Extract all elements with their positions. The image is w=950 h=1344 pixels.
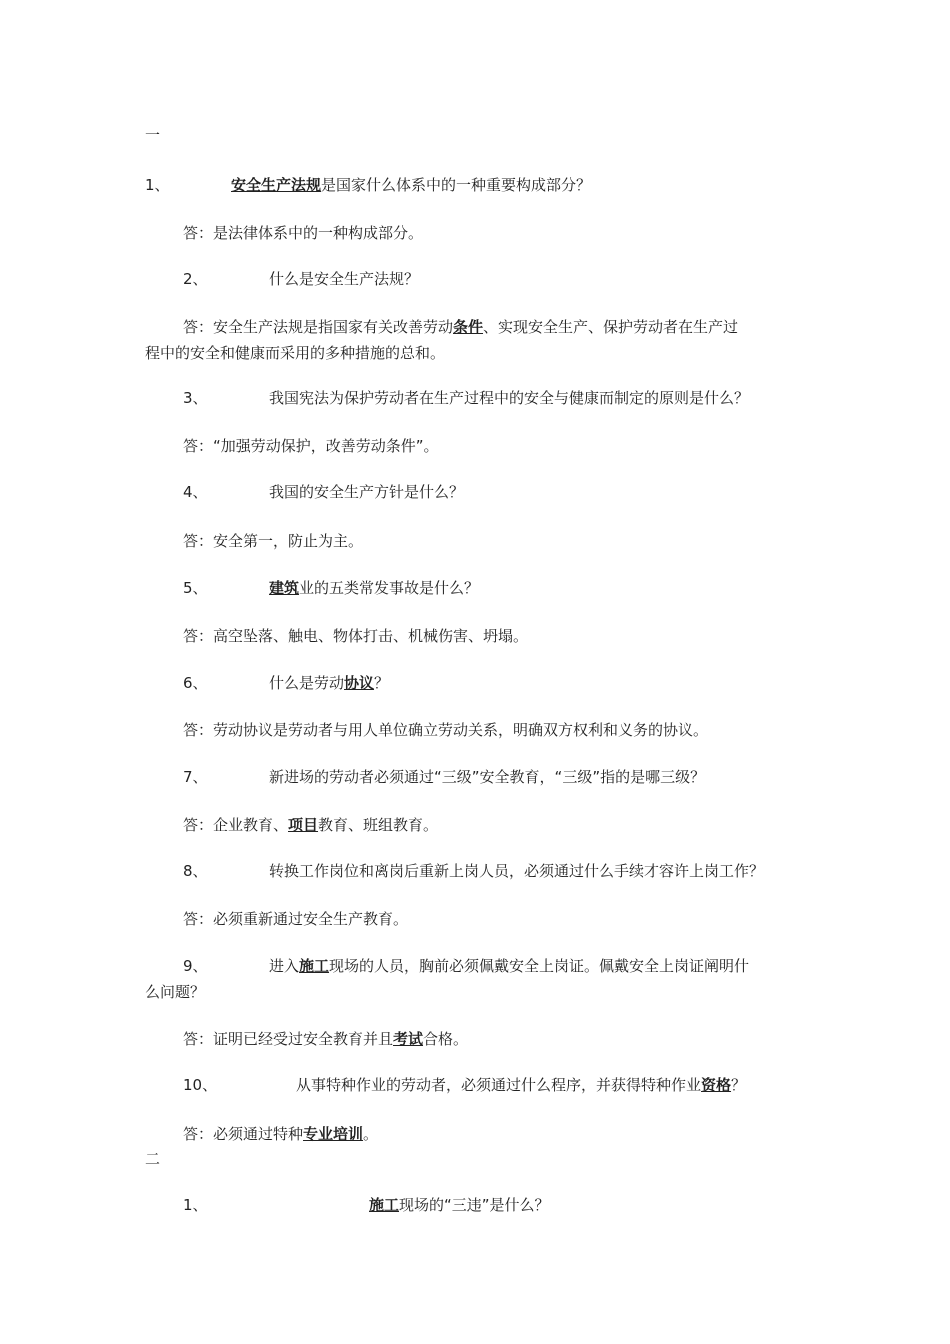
- keyword-link-construction-site-2[interactable]: 施工: [369, 1196, 400, 1214]
- question-number: 2、: [183, 270, 208, 288]
- question-number: 1、: [183, 1196, 208, 1214]
- question-5: [183, 575, 479, 601]
- answer-10: [183, 1121, 378, 1147]
- answer-text: 。: [363, 1125, 379, 1143]
- answer-text: 答：证明已经受过安全教育并且: [183, 1030, 394, 1048]
- question-text: 进入: [269, 957, 300, 975]
- question-text: 我国宪法为保护劳动者在生产过程中的安全与健康而制定的原则是什么？: [269, 389, 750, 407]
- question-text: 新进场的劳动者必须通过“三级”安全教育，“三级”指的是哪三级？: [269, 768, 706, 786]
- answer-4: 答：安全第一，防止为主。: [183, 532, 364, 550]
- question-8: [183, 858, 764, 884]
- question-9: [183, 953, 749, 979]
- keyword-link-conditions[interactable]: 条件: [453, 318, 484, 336]
- question-number: 7、: [183, 768, 208, 786]
- question-text: 我国的安全生产方针是什么？: [269, 483, 465, 501]
- answer-6: 答：劳动协议是劳动者与用人单位确立劳动关系，明确双方权利和义务的协议。: [183, 721, 709, 739]
- question-2: [183, 266, 419, 292]
- question-text: ？: [374, 674, 390, 692]
- answer-8: 答：必须重新通过安全生产教育。: [183, 910, 409, 928]
- answer-2: [183, 314, 738, 340]
- question-1: [145, 172, 591, 198]
- question-number: 9、: [183, 957, 208, 975]
- answer-text: 答：企业教育、: [183, 816, 289, 834]
- question-7: [183, 764, 705, 790]
- question-text: 什么是安全生产法规？: [269, 270, 420, 288]
- keyword-link-exam[interactable]: 考试: [393, 1030, 424, 1048]
- question-number: 1、: [145, 176, 170, 194]
- question-number: 4、: [183, 483, 208, 501]
- answer-text: 教育、班组教育。: [318, 816, 439, 834]
- question-6: [183, 670, 389, 696]
- answer-9: [183, 1026, 468, 1052]
- question-text: 转换工作岗位和离岗后重新上岗人员，必须通过什么手续才容许上岗工作？: [269, 862, 765, 880]
- answer-text: 合格。: [423, 1030, 469, 1048]
- question-text: 现场的“三违”是什么？: [399, 1196, 550, 1214]
- section2-question-1: [183, 1192, 550, 1218]
- answer-5: 答：高空坠落、触电、物体打击、机械伤害、坍塌。: [183, 627, 529, 645]
- answer-1: 答：是法律体系中的一种构成部分。: [183, 224, 424, 242]
- answer-3: 答：“加强劳动保护，改善劳动条件”。: [183, 437, 439, 455]
- keyword-link-construction-site[interactable]: 施工: [299, 957, 330, 975]
- question-3: [183, 385, 749, 411]
- keyword-link-construction[interactable]: 建筑: [269, 579, 300, 597]
- question-number: 8、: [183, 862, 208, 880]
- question-number: 10、: [183, 1076, 218, 1094]
- keyword-link-safety-regulation[interactable]: 安全生产法规: [231, 176, 322, 194]
- answer-2-continued: 程中的安全和健康而采用的多种措施的总和。: [145, 344, 446, 362]
- question-number: 3、: [183, 389, 208, 407]
- question-text: 业的五类常发事故是什么？: [299, 579, 480, 597]
- keyword-link-project[interactable]: 项目: [288, 816, 319, 834]
- answer-text: 答：必须通过特种: [183, 1125, 304, 1143]
- question-text: 现场的人员，胸前必须佩戴安全上岗证。佩戴安全上岗证阐明什: [329, 957, 750, 975]
- question-number: 5、: [183, 579, 208, 597]
- question-number: 6、: [183, 674, 208, 692]
- section-marker-1: 一: [145, 126, 161, 144]
- question-10: [183, 1072, 746, 1098]
- keyword-link-agreement[interactable]: 协议: [344, 674, 375, 692]
- answer-text: 答：安全生产法规是指国家有关改善劳动: [183, 318, 454, 336]
- section-marker-2: 二: [145, 1150, 161, 1168]
- keyword-link-qualification[interactable]: 资格: [701, 1076, 732, 1094]
- question-9-continued: 么问题？: [145, 983, 206, 1001]
- question-text: 是国家什么体系中的一种重要构成部分？: [321, 176, 592, 194]
- question-text: 什么是劳动: [269, 674, 345, 692]
- answer-7: [183, 812, 438, 838]
- question-text: 从事特种作业的劳动者，必须通过什么程序，并获得特种作业: [296, 1076, 702, 1094]
- question-4: [183, 479, 464, 505]
- question-text: ？: [731, 1076, 747, 1094]
- answer-text: 、实现安全生产、保护劳动者在生产过: [483, 318, 739, 336]
- keyword-link-professional-training[interactable]: 专业培训: [303, 1125, 364, 1143]
